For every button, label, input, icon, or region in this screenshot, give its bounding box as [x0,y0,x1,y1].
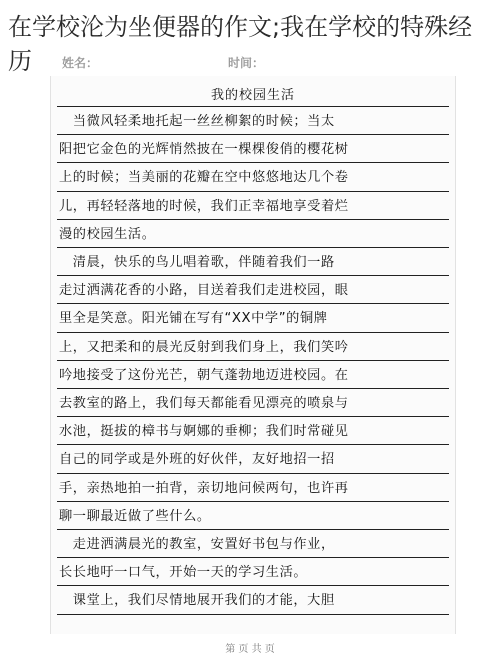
essay-line: 阳把它金色的光辉悄然披在一棵棵俊俏的樱花树 [59,142,349,158]
page-footer: 第 页 共 页 [225,644,275,655]
essay-sheet [50,76,456,634]
essay-line: 长长地吁一口气，开始一天的学习生活。 [59,565,308,581]
essay-line: 上的时候；当美丽的花瓣在空中悠悠地达几个卷 [59,170,349,186]
essay-line: 水池，挺拔的樟书与婀娜的垂柳；我们时常碰见 [59,424,349,440]
essay-line: 聊一聊最近做了些什么。 [59,508,211,524]
ruled-line [57,501,449,502]
essay-line: 儿，再轻轻落地的时候，我们正幸福地享受着烂 [59,198,349,214]
ruled-line [57,585,449,586]
ruled-line [57,247,449,248]
ruled-line [57,416,449,417]
essay-line: 漫的校园生活。 [59,226,156,242]
ruled-line [57,388,449,389]
ruled-line [57,275,449,276]
ruled-line [57,614,449,615]
ruled-line [57,219,449,220]
essay-line: 去教室的路上，我们每天都能看见漂亮的喷泉与 [59,396,349,411]
essay-line: 里全是笑意。阳光铺在写有“XX中学”的铜牌 [59,311,328,327]
essay-line: 吟地接受了这份光芒，朝气蓬勃地迈进校园。在 [59,367,349,383]
ruled-line [57,332,449,333]
ruled-line [57,529,449,530]
ruled-line [57,134,449,135]
ruled-line [57,191,449,192]
overlay-title: 在学校沦为坐便器的作文;我在学校的特殊经历 [8,13,473,75]
ruled-line [57,473,449,474]
essay-line: 走进洒满晨光的教室，安置好书包与作业， [59,537,335,552]
essay-line: 当微风轻柔地托起一丝丝柳絮的时候；当太 [59,114,335,129]
essay-line: 走过洒满花香的小路，目送着我们走进校园，眼 [59,283,349,299]
essay-line: 上，又把柔和的晨光反射到我们身上，我们笑吟 [59,339,349,355]
essay-line: 课堂上，我们尽情地展开我们的才能，大胆 [59,593,335,609]
ruled-line [57,303,449,304]
ruled-line [57,106,449,107]
ruled-line [57,360,449,361]
essay-line: 自己的同学或是外班的好伙伴，友好地招一招 [59,452,335,468]
essay-title: 我的校园生活 [210,88,295,103]
ruled-line [57,557,449,558]
ruled-line [57,162,449,163]
time-label: 时间： [228,56,265,70]
ruled-line [57,444,449,445]
essay-line: 清晨，快乐的鸟儿唱着歌，伴随着我们一路 [59,255,335,270]
essay-line: 手，亲热地拍一拍背，亲切地问候两句，也许再 [59,480,349,496]
name-label: 姓名： [62,56,99,70]
